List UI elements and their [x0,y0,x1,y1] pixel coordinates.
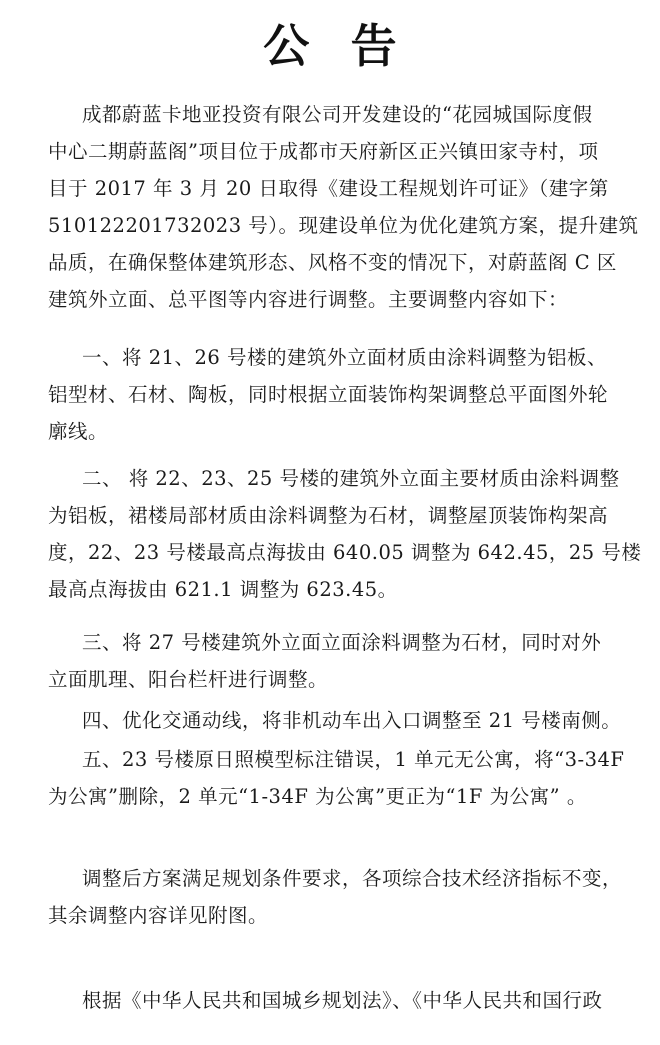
legal-basis-paragraph [48,982,640,1019]
conclusion-paragraph [48,860,640,934]
adjustment-item-2 [48,460,640,608]
item-line: 二、 将 22、23、25 号楼的建筑外立面主要材质由涂料调整 [82,467,620,490]
item-line: 一、将 21、26 号楼的建筑外立面材质由涂料调整为铝板、 [82,346,608,369]
intro-line: 品质，在确保整体建筑形态、风格不变的情况下，对蔚蓝阁 C 区 [48,251,617,274]
conclusion-line: 其余调整内容详见附图。 [48,904,269,927]
item-line: 廓线。 [48,420,109,443]
item-line: 最高点海拔由 621.1 调整为 623.45。 [48,578,398,601]
intro-line: 建筑外立面、总平图等内容进行调整。主要调整内容如下： [48,288,569,311]
item-line: 为铝板，裙楼局部材质由涂料调整为石材，调整屋顶装饰构架高 [48,504,609,527]
adjustment-item-5 [48,741,640,815]
item-line: 三、将 27 号楼建筑外立面立面涂料调整为石材，同时对外 [82,631,602,654]
item-line: 四、优化交通动线，将非机动车出入口调整至 21 号楼南侧。 [82,709,622,732]
intro-paragraph [48,96,640,318]
notice-title: 公告 [263,19,439,73]
item-line: 五、23 号楼原日照模型标注错误，1 单元无公寓，将“3-34F [82,748,625,771]
item-line: 度，22、23 号楼最高点海拔由 640.05 调整为 642.45，25 号楼 [48,541,642,564]
intro-line: 510122201732023 号）。现建设单位为优化建筑方案，提升建筑 [48,214,639,237]
conclusion-line: 调整后方案满足规划条件要求，各项综合技术经济指标不变， [82,867,623,890]
adjustment-item-1 [48,339,640,450]
legal-basis-line: 根据《中华人民共和国城乡规划法》、《中华人民共和国行政 [82,989,603,1012]
item-line: 为公寓”删除，2 单元“1-34F 为公寓”更正为“1F 为公寓” 。 [48,785,587,808]
item-line: 立面肌理、阳台栏杆进行调整。 [48,668,329,691]
item-line: 铝型材、石材、陶板，同时根据立面装饰构架调整总平面图外轮 [48,383,609,406]
adjustment-item-3 [48,624,640,698]
intro-line: 中心二期蔚蓝阁”项目位于成都市天府新区正兴镇田家寺村，项 [48,140,599,163]
adjustment-item-4 [48,702,640,739]
intro-line: 成都蔚蓝卡地亚投资有限公司开发建设的“花园城国际度假 [82,103,593,126]
intro-line: 目于 2017 年 3 月 20 日取得《建设工程规划许可证》（建字第 [48,177,609,200]
